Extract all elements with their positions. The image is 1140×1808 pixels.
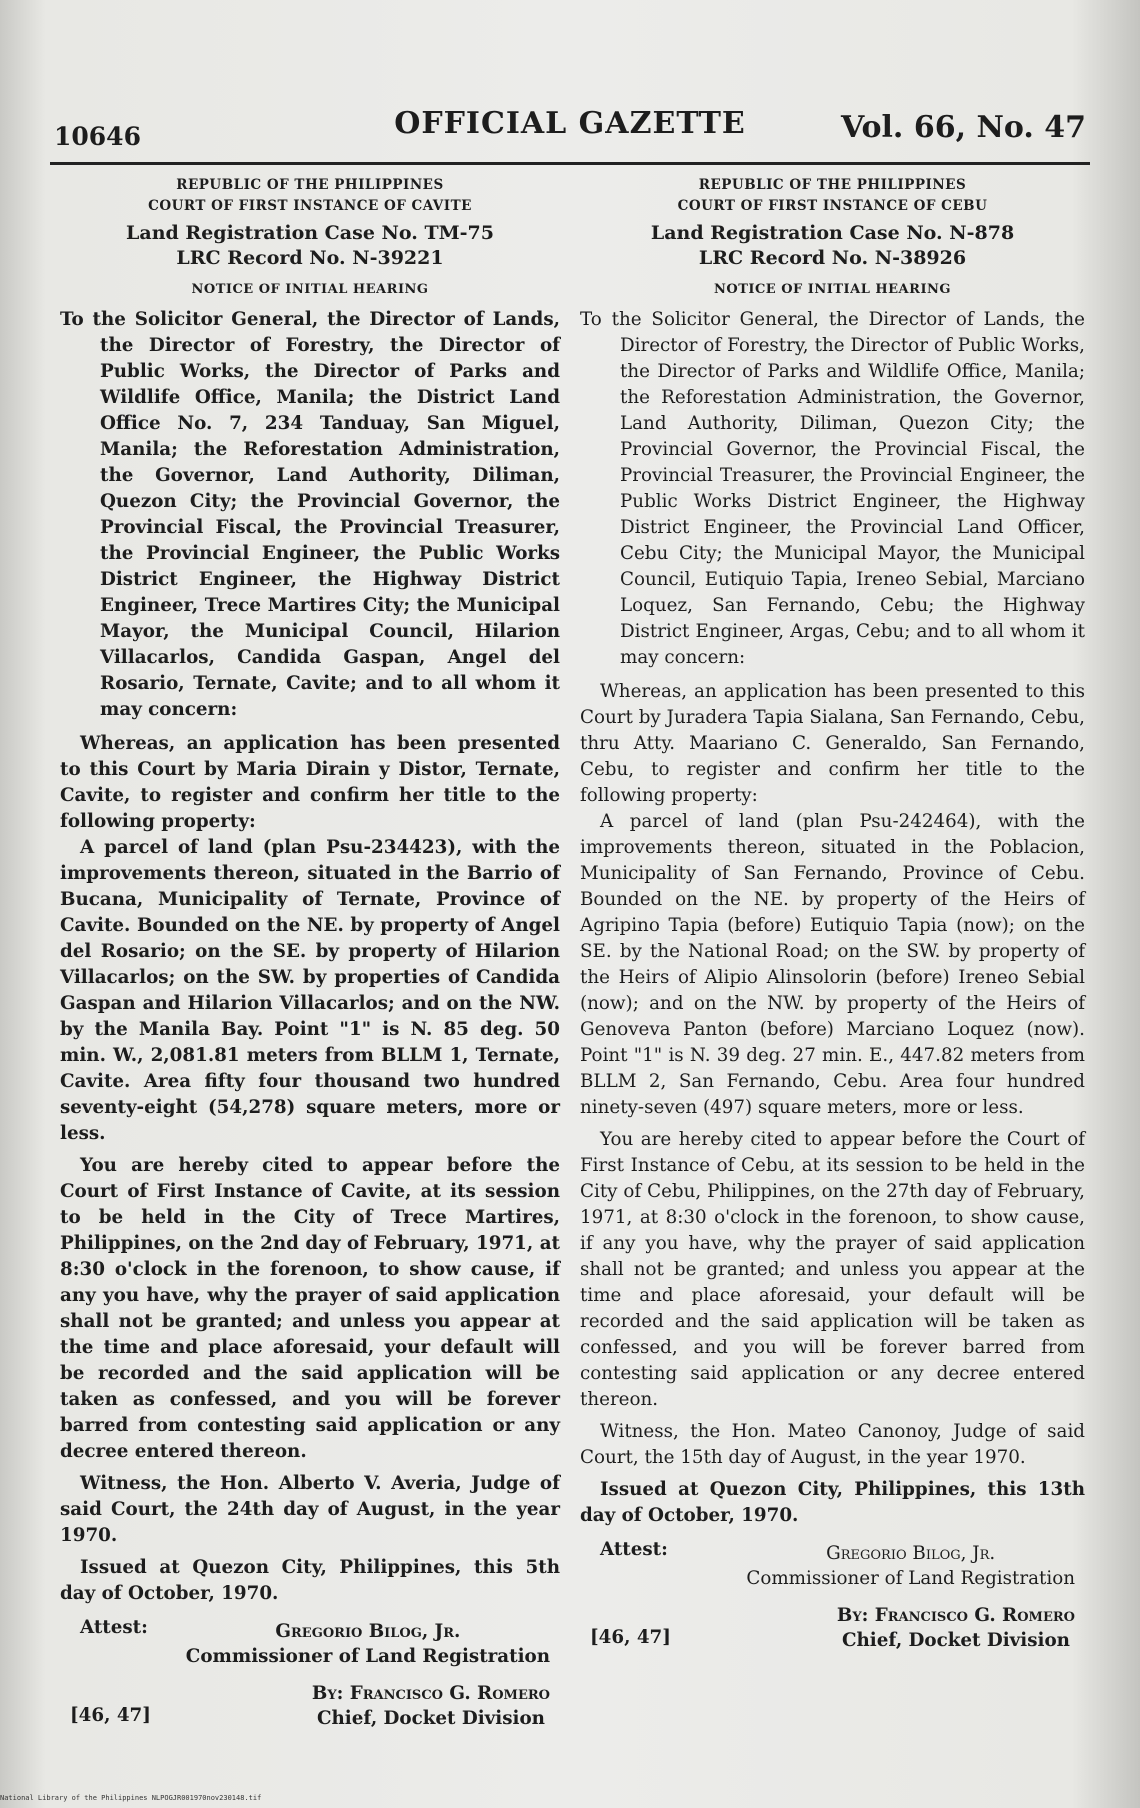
notice-cebu	[580, 175, 1085, 1677]
docket-chief-signature	[837, 1603, 1075, 1653]
docket-chief-title: Chief, Docket Division	[841, 1630, 1070, 1651]
notice-title: NOTICE OF INITIAL HEARING	[191, 282, 429, 297]
commissioner-signature	[746, 1541, 1075, 1591]
parcel-description: A parcel of land (plan Psu-234423), with the improvements thereon, situated in the Barrio of Bucana, Municipality of Ternate, Province of Cavite. Bounded on the NE. by property of Angel del Rosario; on the SE. by property of Hilarion Villacarlos; on the SW. by properties of Candida Gaspan and Hilarion Villacarlos; and on the NW. by the Manila Bay. Point "1" is N. 85 deg. 50 min. W., 2,081.81 meters from BLLM 1, Ternate, Cavite. Area fifty four thousand two hundred seventy-eight (54,278) square meters, more or less.	[60, 837, 560, 1144]
docket-chief-name: By: Francisco G. Romero	[311, 1683, 550, 1704]
record-number: LRC Record No. N-39221	[176, 247, 444, 269]
notice-title: NOTICE OF INITIAL HEARING	[713, 282, 952, 297]
commissioner-signature	[186, 1619, 550, 1669]
notice-cavite	[60, 175, 560, 1755]
attest-block	[580, 1537, 1085, 1677]
page-header	[50, 100, 1090, 152]
republic-heading: REPUBLIC OF THE PHILIPPINES	[698, 177, 967, 193]
docket-chief-name: By: Francisco G. Romero	[836, 1605, 1075, 1626]
publication-title: OFFICIAL GAZETTE	[394, 106, 746, 141]
issued-paragraph: Issued at Quezon City, Philippines, this 13th day of October, 1970.	[580, 1479, 1085, 1526]
republic-heading: REPUBLIC OF THE PHILIPPINES	[176, 177, 444, 193]
case-number: Land Registration Case No. TM-75	[126, 222, 494, 244]
docket-chief-signature	[312, 1681, 550, 1731]
page-number: 10646	[54, 122, 141, 151]
attest-label: Attest:	[80, 1617, 148, 1638]
record-number: LRC Record No. N-38926	[698, 247, 967, 269]
case-number: Land Registration Case No. N-878	[650, 222, 1015, 244]
attest-label: Attest:	[600, 1539, 668, 1560]
court-heading: COURT OF FIRST INSTANCE OF CAVITE	[148, 198, 472, 214]
header-rule	[50, 162, 1090, 165]
citation-paragraph: You are hereby cited to appear before the Court of First Instance of Cebu, at its session to be held in the City of Cebu, Philippines, on the 27th day of February, 1971, at 8:30 o'clock in the forenoon, to show cause, if any you have, why the prayer of said application shall not be granted; and unless you appear at the time and place aforesaid, your default will be recorded and the said application will be taken as confessed, and you will be forever barred from contesting said application or any decree entered thereon.	[580, 1129, 1085, 1410]
issued-paragraph: Issued at Quezon City, Philippines, this 5th day of October, 1970.	[60, 1557, 560, 1604]
addressees: To the Solicitor General, the Director of Lands, the Director of Forestry, the Director of Public Works, the Director of Parks and Wildlife Office, Manila; the District Land Office No. 7, 234 Tanduay, San Miguel, Manila; the Reforestation Administration, the Governor, Land Authority, Diliman, Quezon City; the Provincial Governor, the Provincial Fiscal, the Provincial Treasurer, the Provincial Engineer, the Public Works District Engineer, the Highway District Engineer, Trece Martires City; the Municipal Mayor, the Municipal Council, Hilarion Villacarlos, Candida Gaspan, Angel del Rosario, Ternate, Cavite; and to all whom it may concern:	[60, 309, 560, 720]
issue-reference: [46, 47]	[70, 1705, 151, 1726]
attest-block	[60, 1615, 560, 1755]
commissioner-name: Gregorio Bilog, Jr.	[826, 1543, 996, 1564]
issue-reference: [46, 47]	[590, 1627, 671, 1648]
commissioner-title: Commissioner of Land Registration	[185, 1646, 550, 1667]
witness-paragraph: Witness, the Hon. Alberto V. Averia, Judge of said Court, the 24th day of August, in the year 1970.	[60, 1473, 560, 1546]
scan-footer: National Library of the Philippines NLPOGJR001970nov230148.tif	[0, 1794, 262, 1802]
court-heading: COURT OF FIRST INSTANCE OF CEBU	[677, 198, 988, 214]
citation-paragraph: You are hereby cited to appear before the Court of First Instance of Cavite, at its session to be held in the City of Trece Martires, Philippines, on the 2nd day of February, 1971, at 8:30 o'clock in the forenoon, to show cause, if any you have, why the prayer of said application shall not be granted; and unless you appear at the time and place aforesaid, your default will be recorded and the said application will be taken as confessed, and you will be forever barred from contesting said application or any decree entered thereon.	[60, 1155, 560, 1462]
whereas-paragraph: Whereas, an application has been presented to this Court by Juradera Tapia Sialana, San Fernando, Cebu, thru Atty. Maariano C. Generaldo, San Fernando, Cebu, to register and confirm her title to the following property:	[580, 681, 1085, 806]
volume-number: Vol. 66, No. 47	[841, 110, 1086, 145]
parcel-description: A parcel of land (plan Psu-242464), with the improvements thereon, situated in the Poblacion, Municipality of San Fernando, Province of Cebu. Bounded on the NE. by property of the Heirs of Agripino Tapia (before) Eutiquio Tapia (now); on the SE. by the National Road; on the SW. by property of the Heirs of Alipio Alinsolorin (before) Ireneo Sebial (now); and on the NW. by property of the Heirs of Genoveva Panton (before) Marciano Loquez (now). Point "1" is N. 39 deg. 27 min. E., 447.82 meters from BLLM 2, San Fernando, Cebu. Area four hundred ninety-seven (497) square meters, more or less.	[580, 811, 1085, 1118]
whereas-paragraph: Whereas, an application has been presented to this Court by Maria Dirain y Distor, Ternate, Cavite, to register and confirm her title to the following property:	[60, 733, 560, 832]
commissioner-title: Commissioner of Land Registration	[746, 1568, 1075, 1589]
commissioner-name: Gregorio Bilog, Jr.	[275, 1621, 461, 1642]
docket-chief-title: Chief, Docket Division	[316, 1708, 545, 1729]
addressees: To the Solicitor General, the Director of Lands, the Director of Forestry, the Director of Public Works, the Director of Parks and Wildlife Office, Manila; the Reforestation Administration, the Governor, Land Authority, Diliman, Quezon City; the Provincial Governor, the Provincial Fiscal, the Provincial Treasurer, the Provincial Engineer, the Public Works District Engineer, the Highway District Engineer, the Provincial Land Officer, Cebu City; the Municipal Mayor, the Municipal Council, Eutiquio Tapia, Ireneo Sebial, Marciano Loquez, San Fernando, Cebu; the Highway District Engineer, Argas, Cebu; and to all whom it may concern:	[580, 309, 1085, 668]
witness-paragraph: Witness, the Hon. Mateo Canonoy, Judge of said Court, the 15th day of August, in the year 1970.	[580, 1421, 1085, 1468]
